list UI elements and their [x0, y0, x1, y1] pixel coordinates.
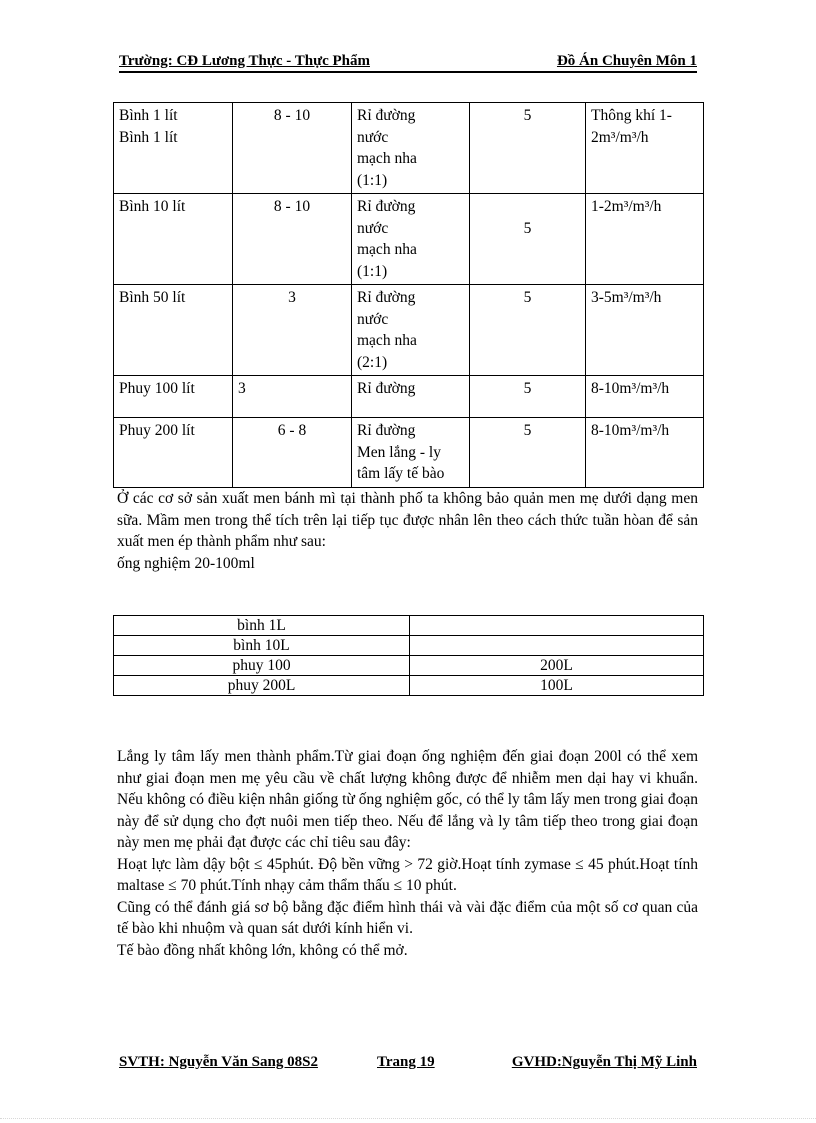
- cell-description-text: Tế bào đồng nhất không lớn, không có thể mở.: [117, 941, 408, 959]
- table-row: [114, 676, 704, 696]
- table-row: [114, 656, 704, 676]
- test-tube-line: ống nghiệm 20-100ml: [117, 554, 255, 572]
- scale-up-table: [113, 615, 704, 696]
- page-footer: [119, 1054, 697, 1072]
- value-cell: 5: [470, 285, 586, 376]
- medium-cell: Rỉ đường Men lắng - ly tâm lấy tế bào: [352, 418, 470, 488]
- volume-cell: 100L: [410, 676, 704, 696]
- page-edge-divider: [0, 1118, 816, 1119]
- amount-cell: 8 - 10: [233, 103, 352, 194]
- aeration-cell: 3-5m³/m³/h: [586, 285, 704, 376]
- stage-cell: bình 1L: [114, 616, 410, 636]
- vessel-cell: Bình 1 lít Bình 1 lít: [114, 103, 233, 194]
- vessel-cell: Phuy 100 lít: [114, 376, 233, 418]
- footer-student: SVTH: Nguyễn Văn Sang 08S2: [119, 1054, 318, 1070]
- table-row: [114, 285, 704, 376]
- header-project: Đồ Án Chuyên Môn 1: [556, 53, 697, 69]
- intro-text: Ở các cơ sở sản xuất men bánh mì tại thành phố ta không bảo quản men mẹ dưới dạng men sữa. Mầm men trong thể tích trên lại tiếp tục được nhân lên theo cách thức tuần hòan để sản xuất men ép thành phẩm như sau:: [117, 490, 698, 550]
- amount-cell: 8 - 10: [233, 194, 352, 285]
- table-row: [114, 636, 704, 656]
- intro-paragraph: [117, 488, 698, 574]
- value-cell: 5: [470, 418, 586, 488]
- aeration-cell: 8-10m³/m³/h: [586, 376, 704, 418]
- medium-cell: Rỉ đường nước mạch nha (1:1): [352, 103, 470, 194]
- volume-cell: [410, 616, 704, 636]
- table-row: [114, 418, 704, 488]
- medium-cell: Rỉ đường nước mạch nha (2:1): [352, 285, 470, 376]
- page-header: [119, 53, 697, 73]
- value-cell: 5: [470, 194, 586, 285]
- centrifuge-text: Lắng ly tâm lấy men thành phẩm.Từ giai đoạn ống nghiệm đến giai đoạn 200l có thể xem như giai đoạn men mẹ yêu cầu về chất lượng không được để nhiễm men dại hay vi khuẩn. Nếu không có điều kiện nhân giống từ ống nghiệm gốc, có thể ly tâm lấy men trong giai đoạn này để sử dụng cho đợt nuôi men tiếp theo. Nếu để lắng và ly tâm tiếp theo trong giai đoạn này men mẹ phải đạt được các chỉ tiêu sau đây:: [117, 748, 698, 851]
- table-row: [114, 376, 704, 418]
- stage-cell: phuy 100: [114, 656, 410, 676]
- footer-page-number: Trang 19: [377, 1054, 435, 1070]
- table-row: [114, 194, 704, 285]
- activity-criteria-text: Hoạt lực làm dậy bột ≤ 45phút. Độ bền vững > 72 giờ.Hoạt tính zymase ≤ 45 phút.Hoạt tính maltase ≤ 70 phút.Tính nhạy cảm thẩm thấu ≤ 10 phút.: [117, 855, 698, 894]
- culture-stage-table: [113, 102, 704, 488]
- volume-cell: [410, 636, 704, 656]
- aeration-cell: 1-2m³/m³/h: [586, 194, 704, 285]
- stage-cell: bình 10L: [114, 636, 410, 656]
- morphology-text: Cũng có thể đánh giá sơ bộ bằng đặc điểm hình thái và vài đặc điểm của một số cơ quan của tế bào khi nhuộm và quan sát dưới kính hiển vi.: [117, 898, 698, 937]
- value-cell: 5: [470, 376, 586, 418]
- volume-cell: 200L: [410, 656, 704, 676]
- amount-cell: 6 - 8: [233, 418, 352, 488]
- aeration-cell: Thông khí 1- 2m³/m³/h: [586, 103, 704, 194]
- aeration-cell: 8-10m³/m³/h: [586, 418, 704, 488]
- vessel-cell: Bình 50 lít: [114, 285, 233, 376]
- medium-cell: Rỉ đường nước mạch nha (1:1): [352, 194, 470, 285]
- value-cell: 5: [470, 103, 586, 194]
- stage-cell: phuy 200L: [114, 676, 410, 696]
- table-row: [114, 616, 704, 636]
- amount-cell: 3: [233, 376, 352, 418]
- table-row: [114, 103, 704, 194]
- medium-cell: Rỉ đường: [352, 376, 470, 418]
- amount-cell: 3: [233, 285, 352, 376]
- footer-advisor: GVHD:Nguyễn Thị Mỹ Linh: [511, 1054, 697, 1070]
- requirements-paragraph: [117, 746, 698, 961]
- vessel-cell: Phuy 200 lít: [114, 418, 233, 488]
- vessel-cell: Bình 10 lít: [114, 194, 233, 285]
- header-school: Trường: CĐ Lương Thực - Thực Phẩm: [119, 53, 370, 69]
